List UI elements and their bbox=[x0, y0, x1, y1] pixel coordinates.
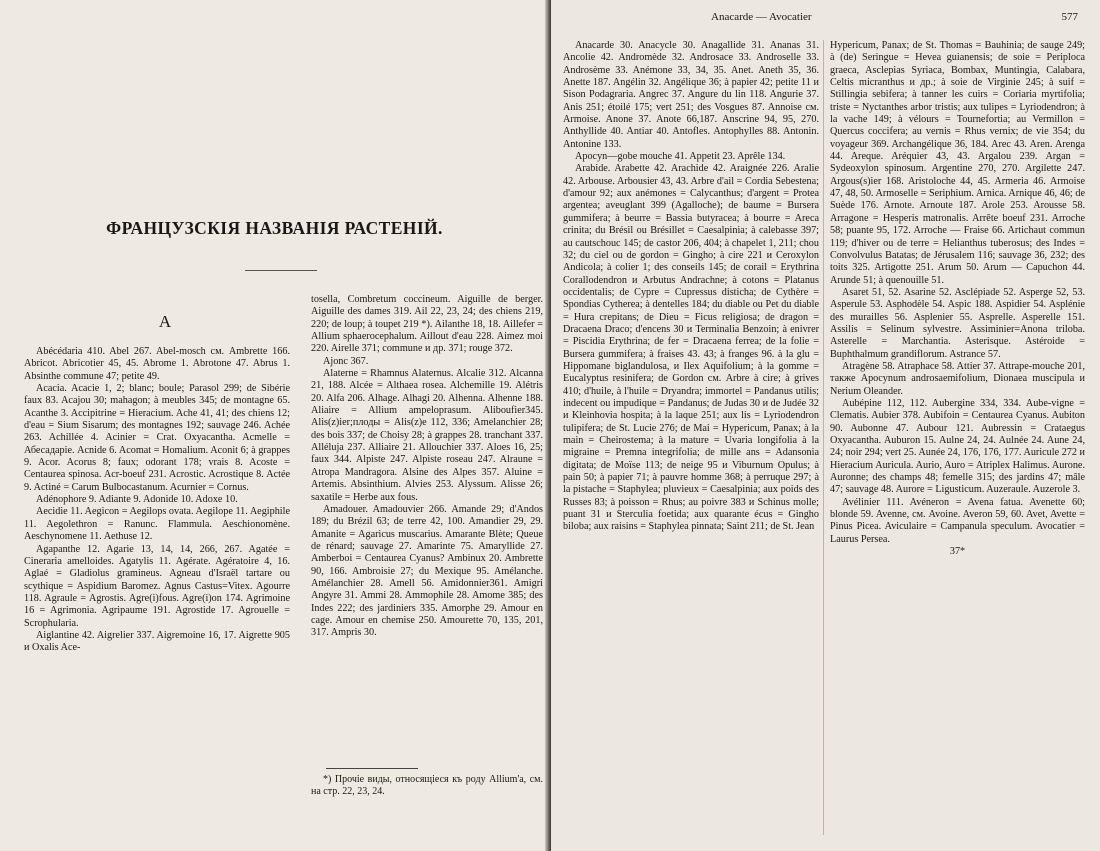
right-page bbox=[551, 0, 1100, 851]
title-rule bbox=[245, 270, 317, 271]
right-column-1 bbox=[563, 40, 819, 835]
entry-paragraph: Avélinier 111. Avéneron = Avena fatua. Avenette 60; blonde 59. Avenne, см. Avoine. Averon 59, 60. Avet, Avette = Pinus Picea. Aviculaire = Campanula speculum. Avocatier = Laurus Persea. bbox=[830, 496, 1085, 545]
entry-paragraph: Abécédaria 410. Abel 267. Abel-mosch см. Ambrette 166. Abricot. Abricotier 45, 45. Abrome 1. Abrotone 47. Abrus 1. Absinthe commune 47; petite 49. bbox=[24, 346, 290, 382]
entry-paragraph: Adénophore 9. Adiante 9. Adonide 10. Adoxe 10. bbox=[36, 494, 238, 506]
entry-paragraph: Atragène 58. Atraphace 58. Attier 37. Attrape-mouche 201, также Apocynum androsaemifolium, Dionaea muscipula и Nerium Oleander. bbox=[830, 360, 1085, 397]
entry-paragraph: Ajonc 367. bbox=[323, 355, 369, 367]
signature-mark: 37* bbox=[949, 546, 966, 558]
entry-paragraph: Anacarde 30. Anacycle 30. Anagallide 31. Ananas 31. Ancolie 42. Andromède 32. Androsace 33. Androselle 33. Androsème 33. Anémone 33, 34, 35. Anet. Aneth 35, 36. Anette 187. Angélin 32. Angélique 36; à papier 42; petite 11 и Sison Podagraria. Angrec 37. Angure du lin 118. Angurie 37. Anis 251; étoilé 175; vert 251; des Vosgues 87. Annoise см. Armoise. Anone 37. Anote 66,187. Anscrine 94, 95, 270. Anthyllide 40. Antiar 40. Antofles. Antophylles 88. Antonin. Antonine 133. bbox=[563, 40, 819, 150]
left-column-1 bbox=[24, 346, 290, 846]
entry-paragraph: Aecidie 11. Aegicon = Aegilops ovata. Aegilope 11. Aegiphile 11. Aegolethron = Ranunc. Flammula. Aeschionomène. Aeschynomene 11. Aethuse 12. bbox=[24, 506, 290, 543]
entry-paragraph: Agapanthe 12. Agarie 13, 14, 14, 266, 267. Agatée = Cineraria amelloides. Agatylis 11. Agérate. Agératoire 4, 16. Aglaé = Gladiolus gramineus. Agneau d'Israël tartare ou scythique = Aspidium Baromez. Agnus Castus=Vitex. Agourre 118. Agraule = Agrostis. Agre(i)fous. Agre(i)on 174. Agrimoine 16 = Agrimonia. Agripaume 191. Agrostide 17. Agrouelle = Scrophularia. bbox=[24, 543, 290, 629]
footnote: *) Прочіе виды, относящіеся къ роду Allium'a, см. на стр. 22, 23, 24. bbox=[311, 774, 543, 798]
footnote-rule bbox=[326, 768, 418, 769]
entry-paragraph: Aubépine 112, 112. Aubergine 334, 334. Aube-vigne = Clematis. Aubier 378. Aubifoin = Centaurea Cyanus. Aubiton 90. Aubonne 47. Aubour 121. Aubressin = Crataegus Oxyacantha. Auburon 15. Aulne 24, 24. Aulnée 24. Aune 24, 24; noir 294; vert 25. Aunée 24, 176, 176, 177. Auricule 272 и Hieracium Auricula. Aurio, Auro = Atriplex Halimus. Aurone. Auronne; des champs 48; femelle 315; des jardins 47; mâle 47; sauvage 48. Aurore = Ligusticum. Auzeraule. Auzerole 3. bbox=[830, 397, 1085, 496]
entry-paragraph: Aiglantine 42. Aigrelier 337. Aigremoine 16, 17. Aigrette 905 и Oxalis Ace- bbox=[24, 629, 290, 654]
running-head: Anacarde — Avocatier bbox=[711, 11, 812, 23]
entry-paragraph: Alaterne = Rhamnus Alaternus. Alcalie 312. Alcanna 21, 188. Alcée = Althaea rosea. Alchemille 19. Alétris 20. Alfa 206. Alhage. Alhagi 20. Alhenna. Alhenne 188. Aliaire = Allium ampeloprasum. Aliboufier345. Alis(z)ier;плоды = Alis(z)e 112, 336; Amelanchier 28; des bois 337; de Choisy 28; à grappes 28. tranchant 337. Alléluja 237. Alliaire 21. Allouchier 337. Aloes 16, 25; faux 344. Alpiste 247. Alpiste roseau 247. Alraune = Atropa Mandragora. Alsine des Alpes 357. Aluine = Artemis. Absinthium. Alvies 253. Alyssum. Alisse 26; saxatile = Herbe aux fous. bbox=[311, 368, 543, 503]
column-divider bbox=[823, 40, 824, 835]
entry-paragraph: Asaret 51, 52. Asarine 52. Asclépiade 52. Asperge 52, 53. Asperule 53. Asphodèle 54. Aspic 188. Aspidier 54. Asplénie des murailles 56. Asplenier 55. Asprelle. Asperelle 151. Assilis = Selinum sylvestre. Assiminier=Anona triloba. Asterelle = Marchantia. Asterisque. Astéroide = Buphthalmum grandiflorum. Astrance 57. bbox=[830, 286, 1085, 360]
page-title: ФРАНЦУЗСКІЯ НАЗВАНІЯ РАСТЕНІЙ. bbox=[106, 218, 443, 238]
entry-paragraph: Amadouer. Amadouvier 266. Amande 29; d'Andos 189; du Brézil 63; de terre 42, 100. Amandier 29, 29. Amanite = Agaricus muscarius. Amarante Blète; Queue de rénard; sauvage 27. Amarinte 75. Amaryllide 27. Amberboi = Centaurea Cyanus? Ambinux 20. Ambrette 90, 166. Ambroisie 27; du Mexique 95. Amélanche. Amélanchier 28. Amell 56. Amidonnier361. Amigri Angyre 31. Ammi 28. Ammophile 28. Amome 385; des Indes 222; des jardiniers 335. Amorphe 29. Amour en cage. Amour en chemise 250. Amourette 70, 135, 201, 317. Ampris 30. bbox=[311, 503, 543, 639]
right-column-2 bbox=[830, 40, 1085, 835]
entry-paragraph: Apocyn—gobe mouche 41. Appetit 23. Aprêle 134. bbox=[575, 151, 786, 163]
entry-paragraph: tosella, Combretum coccineum. Aiguille de berger. Aiguille des dames 319. Ail 22, 23, 24; des chiens 219, 220; de loup; à toupet 219 *). Ailanthe 18, 18. Aillefer = Allium sphaerocephalum. Aillout d'eau 228. Aimez moi 220. Airelle 371; commune и др. 371; rouge 372. bbox=[311, 294, 543, 355]
left-page bbox=[0, 0, 549, 851]
entry-paragraph: Hypericum, Panax; de St. Thomas = Bauhinia; de sauge 249; à (de) Seringue = Hevea guianensis; de soie = Periploca graeca, Asclepias Syriaca, Bombax, Muntingia, Calabara, Celtis micranthus и др.; à soie de Virginie 245; à suif = Stillingia sebifera; à tanner les cuirs = Coriaria myrtifolia; triste = Nyctanthes arbor tristis; aux tulipes = Lyriodendron; à la vache 149; à vélours = Tournefortia; au Vermillon = Quercus coccifera; au vernis = Rhus vernix; de vie 354; du voyageur 369. Archangélique 36, 184. Arec 43. Aren. Arenga 44. Areque. Aréquier 43, 43. Argalou 239. Argan = Sydeoxylon spinosum. Argentine 270, 270. Argilette 247. Argous(s)ier 168. Aristoloche 44, 45. Armeria 46. Armoise 47, 48, 50. Armoselle = Seriphium. Arnica. Arnique 46, 46; de Suède 176. Arnote. Arnoute 187. Arole 253. Arousse 58. Arragone = Hesperis matronalis. Arrête boeuf 231. Arroche 58; puante 95, 172. Arroche — Fraise 66. Artichaut commun 119; d'hiver ou de terre = Helianthus tuberosus; des Indes = Convolvulus Batatas; de Jérusalem 116; sauvage 36, 232; des toits 325. Artigotte 251. Arum 50. Arum — Capuchon 44. Arunde 51; à quenouille 51. bbox=[830, 40, 1085, 286]
left-column-2 bbox=[311, 294, 543, 764]
entry-paragraph: Acacia. Acacie 1, 2; blanc; boule; Parasol 299; de Sibérie faux 83. Acajou 30; mahagon; à meubles 345; de montagne 65. Acanthe 3. Accipitrine = Hieracium. Ache 41, 41; des chiens 12; d'eau = Sium Sisarum; des montagnes 192; sauvage 246. Achée 263. Achillée 4. Acinier = Crat. Oxyacantha. Acmelle = Абесадаріе. Acnide 6. Acomat = Homalium. Aconit 6; à grappes 9. Acor. Acorus 8; faux; odorant 178; vrais 8. Acoste = Centaurea spinosa. Acr-boeuf 231. Acrostic. Acrostique 8. Actée 9. Actiné = Carum Bulbocastanum. Acurnier = Cornus. bbox=[24, 383, 290, 493]
entry-paragraph: Arabide. Arabette 42. Arachide 42. Araignée 226. Aralie 42. Arbouse. Arbousier 43, 43. Arbre d'ail = Cordia Sebestena; d'amour 92; aux anémones = Calycanthus; d'argent = Protea argentea; aveuglant 399 (Agalloche); de baume = Bursera gummifera; à beurre = Bassia butyracea; à bourre = Areca crinita; du Brésil ou Brésillet = Caesalpinia; à calebasse 397; au cautschouc 145; de castor 206, 404; à chapelet 1, 211; chou 32; du ciel ou de gordon = Gingho; à cire 221 и Ceroxylon Andicola; à colier 1; des conseils 145; de corail = Erythrina Corallodendron и Arbutus Andrachne; à cotons = Platanus occidentalis; de Cypre = Cupressus disticha; de Cythère = Spondias Cytherea; à dentelles 184; du diable ou Pet du diable = Hura crepitans; de Dieu = Ficus religiosa; de dragon = Dracaena Draco; d'encens 30 и Terminalia Benzoin; à enivrer = Piscidia Erythrina; de fer = Dracaena ferrea; de la folie = Bursera gummifera; à fraises 43. 43; à franges 96. à la glu = Hippomane biglandulosa, и Ilex Aquifolium; à la gomme = Eucalyptus resinifera; de Gordon см. Arbre à cire; à grives 410; d'huile, à l'huile = Dryandra; immortel = Pandanus utilis; indecent ou impudique = Pandanus; de Judas 30 и de Judée 32 и Kleinhovia hospita; à la laque 251; aux lis = Lyriodendron tulipifera; de St. Lucie 276; de Mai = Hypericum, Panax; à la main = Cheirostema; à la mature = Uvaria longifolia à la migraine = Premna integrifolia; de mille ans = Adansonia digitata; de Moïse 113; de neige 95 и Viburnum Opulus; à pain 50; à papier 71; à pauvre homme 368; à perruque 297; à la pistache = Staphylea; pluvieux = Caesalpinia; aux poids des Russes 83; à poisson = Rhus; au poivre 383 и Schinus molle; puant 31 и Sterculia foetida; aux quarante écus = Gingho biloba; aux raisins = Staphylea pinnata; Saint 211; de St. Jean bbox=[563, 163, 819, 533]
page-number: 577 bbox=[1061, 11, 1078, 23]
section-letter-heading: A bbox=[158, 312, 172, 331]
